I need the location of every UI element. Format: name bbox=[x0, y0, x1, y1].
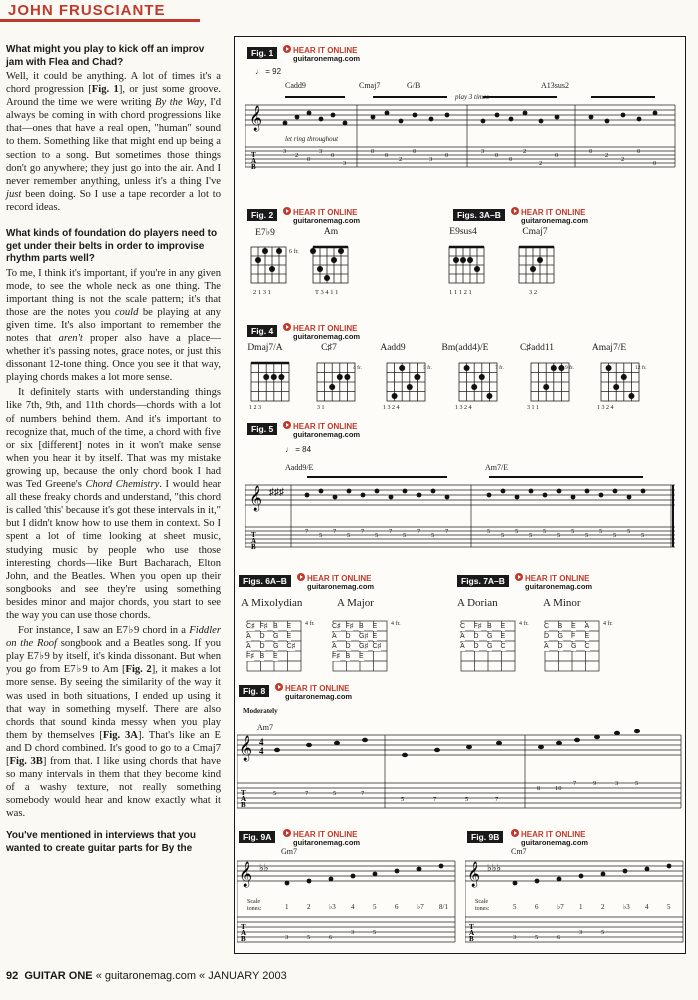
play-icon bbox=[275, 683, 283, 691]
fig4-fingers-5: 3 1 1 bbox=[527, 405, 539, 411]
fig6-note: D bbox=[345, 643, 351, 650]
fig7-note: G bbox=[487, 633, 493, 640]
fig7-note: C bbox=[584, 643, 590, 650]
fig6-fret-1: 4 fr. bbox=[305, 621, 315, 627]
fig9a-scale-tone: 1 bbox=[285, 903, 289, 911]
svg-text:5: 5 bbox=[601, 929, 605, 936]
fig9b-scale-tone: 5 bbox=[513, 903, 517, 911]
svg-text:0: 0 bbox=[509, 156, 513, 163]
fig3-fingers-1: 1 1 1 2 1 bbox=[449, 289, 472, 296]
svg-text:𝄞: 𝄞 bbox=[467, 861, 481, 886]
fig7-note: A bbox=[544, 643, 549, 650]
svg-text:T: T bbox=[251, 531, 256, 539]
svg-text:3: 3 bbox=[481, 148, 485, 155]
svg-text:♭♭♭: ♭♭♭ bbox=[487, 863, 502, 874]
svg-text:4: 4 bbox=[259, 737, 264, 747]
svg-text:5: 5 bbox=[571, 528, 575, 535]
fig8-tempo: Moderately bbox=[243, 707, 278, 715]
question-3: You've mentioned in interviews that you wanted to create guitar parts for By the bbox=[6, 830, 196, 854]
fig6-note: F♯ bbox=[246, 653, 254, 660]
answer-1: Well, it could be anything. A lot of times it's a chord progression [Fig. 1], or just some groove. Around the time we were writing By the Way, I'd always be coming in with chord progressions like that—ones that have a real open, "human" sound to them. Something like that might end up being a section to a song. But sometimes those things don't go anywhere; they just go into the air. And I never remember anything, unless it's a thing I've just been doing. So I use a tape recorder a lot to record ideas. bbox=[6, 71, 221, 213]
fig9b-hear-online[interactable]: HEAR IT ONLINE guitaronemag.com bbox=[511, 829, 588, 847]
fig6-note: A bbox=[246, 643, 251, 650]
play-icon bbox=[515, 573, 523, 581]
fig7-note: F bbox=[571, 633, 576, 640]
svg-text:5: 5 bbox=[333, 790, 337, 797]
svg-text:𝄞: 𝄞 bbox=[239, 735, 253, 760]
fig1-label: Fig. 1 bbox=[247, 47, 277, 59]
issue-date: JANUARY 2003 bbox=[208, 970, 287, 982]
fig7-note: A bbox=[584, 623, 590, 630]
fig8-chord: Am7 bbox=[257, 723, 273, 732]
svg-text:3: 3 bbox=[283, 148, 287, 155]
svg-text:2: 2 bbox=[399, 156, 403, 163]
fig7-note: D bbox=[544, 633, 550, 640]
svg-text:0: 0 bbox=[307, 156, 311, 163]
play-icon bbox=[283, 45, 291, 53]
fig7-label: Figs. 7A–B bbox=[457, 575, 509, 587]
svg-text:3: 3 bbox=[429, 156, 433, 163]
svg-text:2: 2 bbox=[523, 148, 527, 155]
fig4-chord-1: Dmaj7/A bbox=[247, 343, 283, 353]
fig9b-scale-tone: 4 bbox=[645, 903, 649, 911]
fig9b-scale-tone: ♭7 bbox=[557, 903, 564, 911]
fig9a-scale-tone: ♭7 bbox=[417, 903, 424, 911]
fig3-label: Figs. 3A–B bbox=[453, 209, 505, 221]
fig5-staff bbox=[245, 473, 677, 557]
footer-url: guitaronemag.com bbox=[104, 970, 196, 982]
fig3-fingers-2: 3 2 bbox=[529, 289, 538, 296]
fig1-tempo: ♩ = 92 bbox=[255, 67, 282, 76]
fig7-note: G bbox=[487, 643, 493, 650]
svg-text:7: 7 bbox=[417, 528, 421, 535]
svg-text:A: A bbox=[241, 795, 247, 803]
fig9a-staff bbox=[237, 855, 457, 951]
svg-text:7: 7 bbox=[361, 790, 365, 797]
fig6-note: A bbox=[246, 633, 251, 640]
fig7-note: B bbox=[557, 623, 563, 630]
fig7-note: D bbox=[473, 633, 479, 640]
svg-text:5: 5 bbox=[613, 532, 617, 539]
fig4-chord-6: Amaj7/E bbox=[591, 343, 627, 353]
fig9b-label: Fig. 9B bbox=[467, 831, 503, 843]
fig4-fingers-4: 1 3 2 4 bbox=[455, 405, 472, 411]
fig5-chord-2: Am7/E bbox=[485, 463, 509, 472]
fig5-chord-1: Aadd9/E bbox=[285, 463, 314, 472]
svg-text:7: 7 bbox=[573, 780, 577, 787]
svg-text:T: T bbox=[251, 151, 256, 159]
fig8-label: Fig. 8 bbox=[239, 685, 269, 697]
svg-text:7: 7 bbox=[305, 528, 309, 535]
svg-text:5: 5 bbox=[375, 532, 379, 539]
svg-text:3: 3 bbox=[319, 148, 323, 155]
page-header bbox=[0, 0, 698, 24]
fig4-fret-1: 4 fr. bbox=[353, 365, 362, 371]
fig2-fingers-2: T 3 4 1 1 bbox=[315, 289, 339, 296]
svg-text:B: B bbox=[251, 163, 256, 171]
fig7-note: D bbox=[557, 643, 563, 650]
fig6-note: G♯ bbox=[359, 643, 368, 650]
fig7-note: C bbox=[544, 623, 550, 630]
fig6-note: D bbox=[259, 633, 265, 640]
fig6-note: C♯ bbox=[372, 643, 382, 650]
svg-text:5: 5 bbox=[347, 532, 351, 539]
svg-text:2: 2 bbox=[605, 152, 609, 159]
svg-text:5: 5 bbox=[307, 934, 311, 941]
fig9a-scale-tone: ♭3 bbox=[329, 903, 336, 911]
fig3-chord-1: E9sus4 bbox=[449, 227, 477, 237]
fig7-note: E bbox=[500, 633, 506, 640]
fig6-note: G bbox=[273, 643, 279, 650]
fig9b-scale-tone: 5 bbox=[667, 903, 671, 911]
fig3-chord-2: Cmaj7 bbox=[522, 227, 548, 237]
svg-text:2: 2 bbox=[295, 152, 299, 159]
fig6-note: E bbox=[286, 623, 292, 630]
question-2: What kinds of foundation do players need to get under their belts in order to improvise rhythm parts well? bbox=[6, 228, 218, 265]
fig6-note: D bbox=[345, 633, 351, 640]
svg-text:5: 5 bbox=[401, 796, 405, 803]
svg-text:5: 5 bbox=[543, 528, 547, 535]
fig6-note: E bbox=[372, 633, 378, 640]
fig6-note: B bbox=[359, 623, 364, 630]
svg-text:3: 3 bbox=[285, 934, 289, 941]
fig7-note: B bbox=[487, 623, 492, 630]
fig4-fingers-3: 1 3 2 4 bbox=[383, 405, 400, 411]
fig9b-scale-tone: 6 bbox=[535, 903, 539, 911]
fig6-note: C♯ bbox=[332, 623, 341, 630]
svg-text:5: 5 bbox=[373, 929, 377, 936]
fig4-fret-4: 9 fr. bbox=[565, 365, 574, 371]
fig4-diagrams bbox=[245, 357, 675, 405]
fig8-tab-1: 5 bbox=[273, 790, 277, 797]
svg-text:5: 5 bbox=[465, 796, 469, 803]
fig6-note: E bbox=[286, 633, 292, 640]
svg-text:7: 7 bbox=[305, 790, 309, 797]
fig7-note: A bbox=[460, 633, 465, 640]
fig2-diagrams bbox=[249, 243, 375, 289]
svg-text:3: 3 bbox=[513, 934, 517, 941]
svg-text:5: 5 bbox=[403, 532, 407, 539]
svg-text:7: 7 bbox=[333, 528, 337, 535]
svg-text:2: 2 bbox=[539, 160, 543, 167]
svg-text:5: 5 bbox=[529, 532, 533, 539]
fig9b-scale-label: Scale tones: bbox=[475, 899, 490, 912]
fig6-note: E bbox=[372, 623, 378, 630]
svg-text:10: 10 bbox=[555, 785, 562, 792]
svg-text:7: 7 bbox=[361, 528, 365, 535]
svg-text:0: 0 bbox=[331, 152, 335, 159]
fig7-note: C bbox=[500, 643, 506, 650]
svg-text:0: 0 bbox=[413, 148, 417, 155]
answer-2-cont: It definitely starts with understanding things like 7th, 9th, and 11th chords—chords with a lot of numbers behind them. And it's important to recognize that, much of the time, a chord with five or six [different] notes in it won't make sense when you hear it by itself. That was my mistake growing up, because the only chord book I had was Ted Greene's Chord Chemistry. I would hear all these freaky chords and understand, "this chord is called 'this' because it's got these intervals in it," but I didn't know how to use them in context. So I spent a lot of time looking at sheet music, studying music by people who use those interesting chords—like Burt Bacharach, Elton John, and the Beatles. When you open up their songbooks and see they're using something besides minor and major chords, you start to see the way you can use those chords. bbox=[6, 387, 221, 621]
svg-text:5: 5 bbox=[641, 532, 645, 539]
fig4-fret-3: 7 fr. bbox=[495, 365, 504, 371]
fig9a-scale-tone: 4 bbox=[351, 903, 355, 911]
svg-text:♯♯♯: ♯♯♯ bbox=[269, 487, 284, 498]
fig4-hear-online[interactable]: HEAR IT ONLINE guitaronemag.com bbox=[283, 323, 360, 341]
play-icon bbox=[283, 421, 291, 429]
svg-text:0: 0 bbox=[637, 148, 641, 155]
fig2-label: Fig. 2 bbox=[247, 209, 277, 221]
fig6-note: B bbox=[273, 623, 278, 630]
svg-text:6: 6 bbox=[557, 934, 561, 941]
fig7-note: C bbox=[460, 623, 466, 630]
fig6-note: G bbox=[273, 633, 279, 640]
svg-text:0: 0 bbox=[653, 160, 657, 167]
svg-text:T: T bbox=[469, 923, 474, 931]
fig9b-scale-tone: ♭3 bbox=[623, 903, 630, 911]
fig4-chord-4: Bm(add4)/E bbox=[441, 343, 489, 353]
fig2-hear-online[interactable]: HEAR IT ONLINE guitaronemag.com bbox=[283, 207, 360, 225]
fig6-note: F♯ bbox=[345, 623, 354, 630]
play-icon bbox=[283, 207, 291, 215]
play-icon bbox=[511, 207, 519, 215]
svg-text:8: 8 bbox=[537, 785, 541, 792]
svg-text:5: 5 bbox=[431, 532, 435, 539]
svg-text:5: 5 bbox=[635, 780, 639, 787]
fig6-note: D bbox=[259, 643, 265, 650]
fig9b-scale-tone: 2 bbox=[601, 903, 605, 911]
svg-text:9: 9 bbox=[593, 780, 597, 787]
fig9a-chord: Gm7 bbox=[281, 847, 297, 856]
svg-text:0: 0 bbox=[371, 148, 375, 155]
svg-text:5: 5 bbox=[535, 934, 539, 941]
fig8-staff bbox=[237, 729, 683, 819]
play-icon bbox=[283, 829, 291, 837]
fig4-fret-2: 5 fr. bbox=[423, 365, 432, 371]
fig9a-scale-tone: 5 bbox=[373, 903, 377, 911]
play-icon bbox=[297, 573, 305, 581]
svg-text:𝄞: 𝄞 bbox=[239, 861, 253, 886]
fig7-fret-2: 4 fr. bbox=[603, 621, 613, 627]
fig6-note: G♯ bbox=[359, 633, 368, 640]
answer-2-cont-2: For instance, I saw an E7♭9 chord in a Fiddler on the Roof songbook and a Beatles song. If you play E7♭9 by itself, it's kinda dissonant. But when you go from E7♭9 to Am [Fig. 2], it makes a lot more sense. By seeing the similarity of the way it was used in both situations, I ended up using it that way in something myself. There are also chords that sound kinda messy when you play them by themselves [Fig. 3A]. That's like an E and D chord combined. It's good to go to a Cmaj7 [Fig. 3B] from that. I like using chords that have so many intervals in them that they become kind of a washy texture, not really something somebody would hear and know exactly what it was. bbox=[6, 625, 221, 820]
svg-text:3: 3 bbox=[351, 929, 355, 936]
svg-text:6: 6 bbox=[329, 934, 333, 941]
fig7-note: F♯ bbox=[473, 623, 482, 630]
fig1-play-times: play 3 times bbox=[455, 93, 489, 101]
article-body bbox=[6, 44, 221, 856]
fig2-chord-1: E7♭9 bbox=[255, 228, 275, 238]
fig4-chord-3: Aadd9 bbox=[380, 343, 406, 353]
svg-text:0: 0 bbox=[589, 148, 593, 155]
fig1-chord-2: Cmaj7 bbox=[359, 81, 381, 90]
svg-text:5: 5 bbox=[515, 528, 519, 535]
svg-text:5: 5 bbox=[599, 528, 603, 535]
svg-text:0: 0 bbox=[555, 152, 559, 159]
fig6-note: F♯ bbox=[259, 623, 268, 630]
fig4-label: Fig. 4 bbox=[247, 325, 277, 337]
fig6-scale-2: A Major bbox=[337, 597, 374, 609]
fig6-note: B bbox=[345, 653, 351, 660]
fig6-note: E bbox=[273, 653, 278, 660]
article-subject: JOHN FRUSCIANTE bbox=[8, 2, 166, 19]
fig8-hear-online[interactable]: HEAR IT ONLINE guitaronemag.com bbox=[275, 683, 352, 701]
fig6-note: B bbox=[259, 653, 265, 660]
svg-text:7: 7 bbox=[495, 796, 499, 803]
fig6-label: Figs. 6A–B bbox=[239, 575, 291, 587]
figures-panel bbox=[234, 36, 686, 954]
fig9a-hear-online[interactable]: HEAR IT ONLINE guitaronemag.com bbox=[283, 829, 360, 847]
fig6-hear-online[interactable]: HEAR IT ONLINE guitaronemag.com bbox=[297, 573, 374, 591]
fig1-chord-4: A13sus2 bbox=[541, 81, 570, 90]
fig2-chord-2: Am bbox=[323, 227, 339, 237]
fig6-note: C♯ bbox=[286, 643, 296, 650]
fig1-hear-online[interactable]: HEAR IT ONLINE guitaronemag.com bbox=[283, 45, 360, 63]
fig4-chord-2: C♯7 bbox=[321, 343, 337, 353]
fig1-staff bbox=[245, 95, 677, 175]
svg-text:T: T bbox=[241, 789, 246, 797]
fig2-fret: 6 fr. bbox=[289, 249, 299, 255]
play-icon bbox=[283, 323, 291, 331]
svg-text:A: A bbox=[251, 537, 257, 545]
svg-text:0: 0 bbox=[385, 152, 389, 159]
fig5-tempo: ♩ = 84 bbox=[285, 445, 312, 454]
svg-text:𝄞: 𝄞 bbox=[249, 105, 263, 130]
svg-text:7: 7 bbox=[433, 796, 437, 803]
svg-text:♭♭: ♭♭ bbox=[259, 863, 269, 874]
svg-text:3: 3 bbox=[343, 160, 347, 167]
fig7-note: E bbox=[584, 633, 590, 640]
fig7-scale-1: A Dorian bbox=[457, 597, 498, 609]
fig5-hear-online[interactable]: HEAR IT ONLINE guitaronemag.com bbox=[283, 421, 360, 439]
svg-text:B: B bbox=[241, 935, 246, 943]
fig7-scale-2: A Minor bbox=[543, 597, 581, 609]
fig6-note: E bbox=[359, 653, 364, 660]
fig7-hear-online[interactable]: HEAR IT ONLINE guitaronemag.com bbox=[515, 573, 592, 591]
fig2-fingers-1: 2 1 3 1 bbox=[253, 289, 271, 296]
fig6-scale-1: A Mixolydian bbox=[241, 597, 303, 609]
svg-text:5: 5 bbox=[501, 532, 505, 539]
svg-text:5: 5 bbox=[487, 528, 491, 535]
fig9a-scale-tone: 8/1 bbox=[439, 903, 448, 911]
magazine-name: GUITAR ONE bbox=[24, 970, 93, 982]
svg-text:𝄞: 𝄞 bbox=[249, 485, 263, 510]
svg-text:3: 3 bbox=[615, 780, 619, 787]
fig7-fret-1: 4 fr. bbox=[519, 621, 529, 627]
fig9b-staff bbox=[465, 855, 685, 951]
fig4-fingers-1: 1 2 3 bbox=[249, 405, 261, 411]
fig3-diagrams bbox=[445, 243, 565, 289]
svg-text:7: 7 bbox=[445, 528, 449, 535]
svg-text:5: 5 bbox=[585, 532, 589, 539]
fig9a-scale-label: Scale tones: bbox=[247, 899, 262, 912]
fig1-chord-3: G/B bbox=[407, 81, 421, 90]
fig6-fret-2: 4 fr. bbox=[391, 621, 401, 627]
fig7-note: G bbox=[557, 633, 563, 640]
fig9b-chord: Cm7 bbox=[511, 847, 527, 856]
svg-text:7: 7 bbox=[389, 528, 393, 535]
svg-text:5: 5 bbox=[319, 532, 323, 539]
svg-text:3: 3 bbox=[579, 929, 583, 936]
fig1-chord-1: Cadd9 bbox=[285, 81, 306, 90]
svg-text:A: A bbox=[251, 157, 257, 165]
fig9a-label: Fig. 9A bbox=[239, 831, 275, 843]
fig7-note: E bbox=[571, 623, 576, 630]
fig4-chord-5: C♯add11 bbox=[520, 343, 554, 353]
fig4-fret-5: 12 fr. bbox=[635, 365, 647, 371]
play-icon bbox=[511, 829, 519, 837]
fig7-note: D bbox=[473, 643, 479, 650]
fig5-label: Fig. 5 bbox=[247, 423, 277, 435]
svg-text:5: 5 bbox=[627, 528, 631, 535]
fig4-fingers-6: 1 3 2 4 bbox=[597, 405, 614, 411]
fig4-fingers-2: 3 1 bbox=[317, 405, 325, 411]
svg-text:2: 2 bbox=[621, 156, 625, 163]
fig9a-scale-tone: 2 bbox=[307, 903, 311, 911]
fig9b-scale-tone: 1 bbox=[579, 903, 583, 911]
svg-text:5: 5 bbox=[557, 532, 561, 539]
svg-text:B: B bbox=[251, 543, 256, 551]
fig6-note: A bbox=[332, 633, 337, 640]
svg-text:A: A bbox=[241, 929, 247, 937]
fig6-note: A bbox=[332, 643, 337, 650]
fig3-hear-online[interactable]: HEAR IT ONLINE guitaronemag.com bbox=[511, 207, 588, 225]
fig1-let-ring: let ring throughout bbox=[285, 135, 339, 143]
page-number: 92 bbox=[6, 970, 19, 982]
svg-text:A: A bbox=[469, 929, 475, 937]
fig6-note: F♯ bbox=[332, 653, 340, 660]
svg-text:T: T bbox=[241, 923, 246, 931]
fig6-note: C♯ bbox=[246, 623, 255, 630]
svg-text:B: B bbox=[241, 801, 246, 809]
svg-text:B: B bbox=[469, 935, 474, 943]
svg-text:0: 0 bbox=[495, 152, 499, 159]
svg-text:4: 4 bbox=[259, 746, 264, 756]
fig7-note: A bbox=[460, 643, 465, 650]
fig7-note: E bbox=[500, 623, 506, 630]
svg-text:0: 0 bbox=[445, 152, 449, 159]
fig9a-scale-tone: 6 bbox=[395, 903, 399, 911]
answer-2: To me, I think it's important, if you're in any given mode, to see the whole neck as one thing. The important thing is not the scale pattern; it's that those are the notes you could be playing at any given time. It's also important to remember the notes that aren't proper also have a place—whether it's passing notes, grace notes, or just this dissonant 12-tone thing. Once you see it that way, playing chords makes a lot more sense. bbox=[6, 267, 222, 384]
page-footer: 92 GUITAR ONE « guitaronemag.com « JANUARY 2003 bbox=[6, 970, 287, 982]
question-1: What might you play to kick off an improv jam with Flea and Chad? bbox=[6, 44, 205, 68]
fig7-note: G bbox=[571, 643, 577, 650]
